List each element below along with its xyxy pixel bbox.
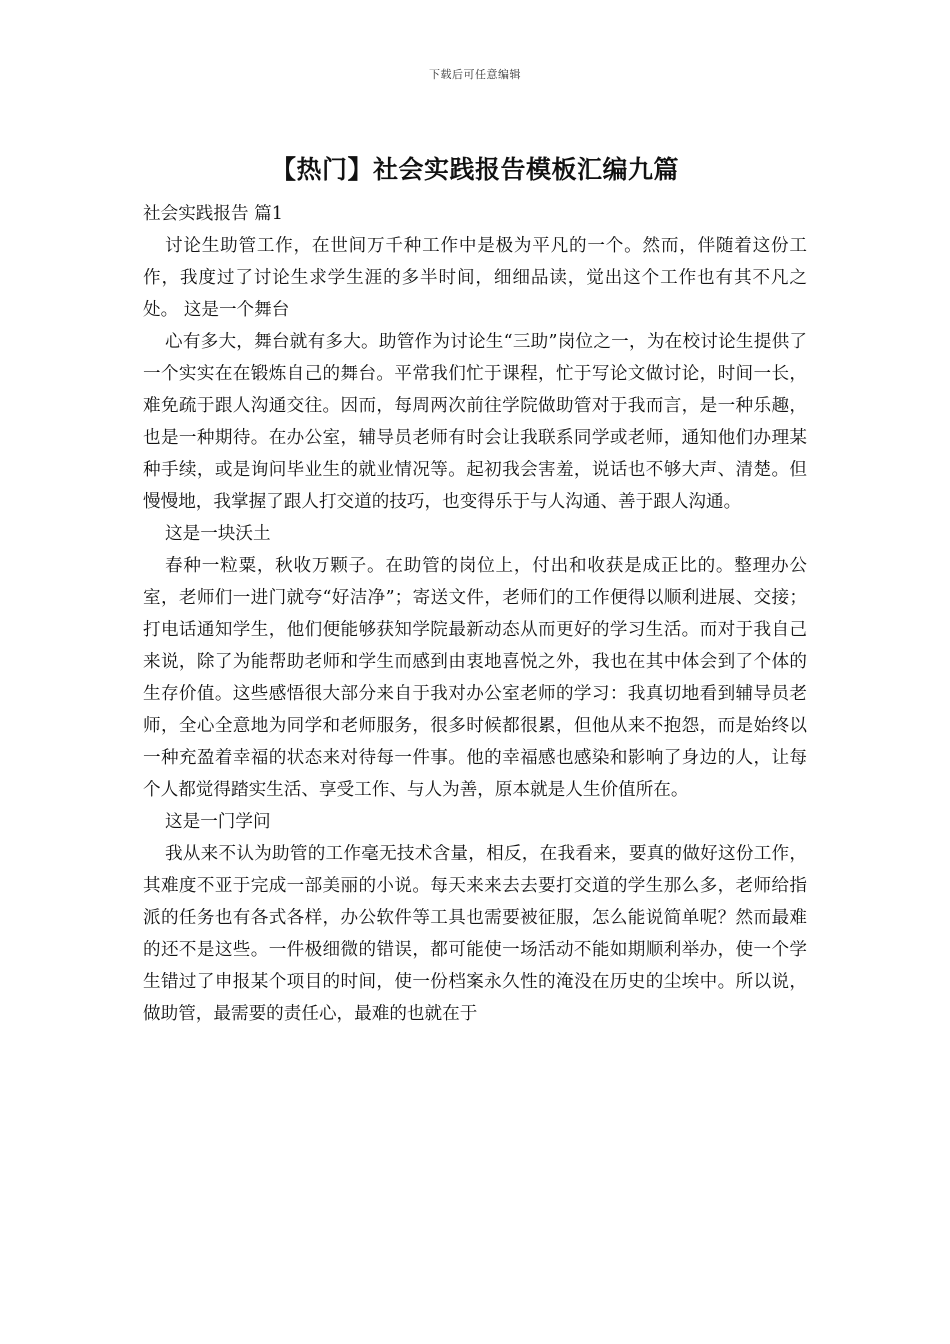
paragraph-1: 讨论生助管工作，在世间万千种工作中是极为平凡的一个。然而，伴随着这份工作，我度过了讨论生求学生涯的多半时间，细细品读，觉出这个工作也有其不凡之处。 这是一个舞台 (143, 236, 807, 320)
header-note: 下载后可任意编辑 (429, 68, 521, 81)
document-body (143, 198, 807, 1030)
document-title: 【热门】社会实践报告模板汇编九篇 (270, 155, 679, 184)
paragraph-4: 我从来不认为助管的工作毫无技术含量，相反，在我看来，要真的做好这份工作，其难度不亚于完成一部美丽的小说。每天来来去去要打交道的学生那么多，老师给指派的任务也有各式各样，办公软件等工具也需要被征服，怎么能说简单呢？然而最难的还不是这些。一件极细微的错误，都可能使一场活动不能如期顺利举办，使一个学生错过了申报某个项目的时间，使一份档案永久性的淹没在历史的尘埃中。所以说，做助管，最需要的责任心，最难的也就在于 (143, 844, 807, 1024)
section-label: 社会实践报告 篇1 (143, 204, 283, 224)
paragraph-2: 心有多大，舞台就有多大。助管作为讨论生“三助”岗位之一，为在校讨论生提供了一个实实在在锻炼自己的舞台。平常我们忙于课程，忙于写论文做讨论，时间一长，难免疏于跟人沟通交往。因而，每周两次前往学院做助管对于我而言，是一种乐趣，也是一种期待。在办公室，辅导员老师有时会让我联系同学或老师，通知他们办理某种手续，或是询问毕业生的就业情况等。起初我会害羞，说话也不够大声、清楚。但慢慢地，我掌握了跟人打交道的技巧，也变得乐于与人沟通、善于跟人沟通。 (143, 332, 807, 512)
subheading-1: 这是一块沃土 (165, 524, 271, 544)
subheading-2: 这是一门学问 (165, 812, 271, 832)
paragraph-3: 春种一粒粟，秋收万颗子。在助管的岗位上，付出和收获是成正比的。整理办公室，老师们一进门就夸“好洁净”；寄送文件，老师们的工作便得以顺利进展、交接；打电话通知学生，他们便能够获知学院最新动态从而更好的学习生活。而对于我自己来说，除了为能帮助老师和学生而感到由衷地喜悦之外，我也在其中体会到了个体的生存价值。这些感悟很大部分来自于我对办公室老师的学习：我真切地看到辅导员老师，全心全意地为同学和老师服务，很多时候都很累，但他从来不抱怨，而是始终以一种充盈着幸福的状态来对待每一件事。他的幸福感也感染和影响了身边的人，让每个人都觉得踏实生活、享受工作、与人为善，原本就是人生价值所在。 (143, 556, 807, 800)
